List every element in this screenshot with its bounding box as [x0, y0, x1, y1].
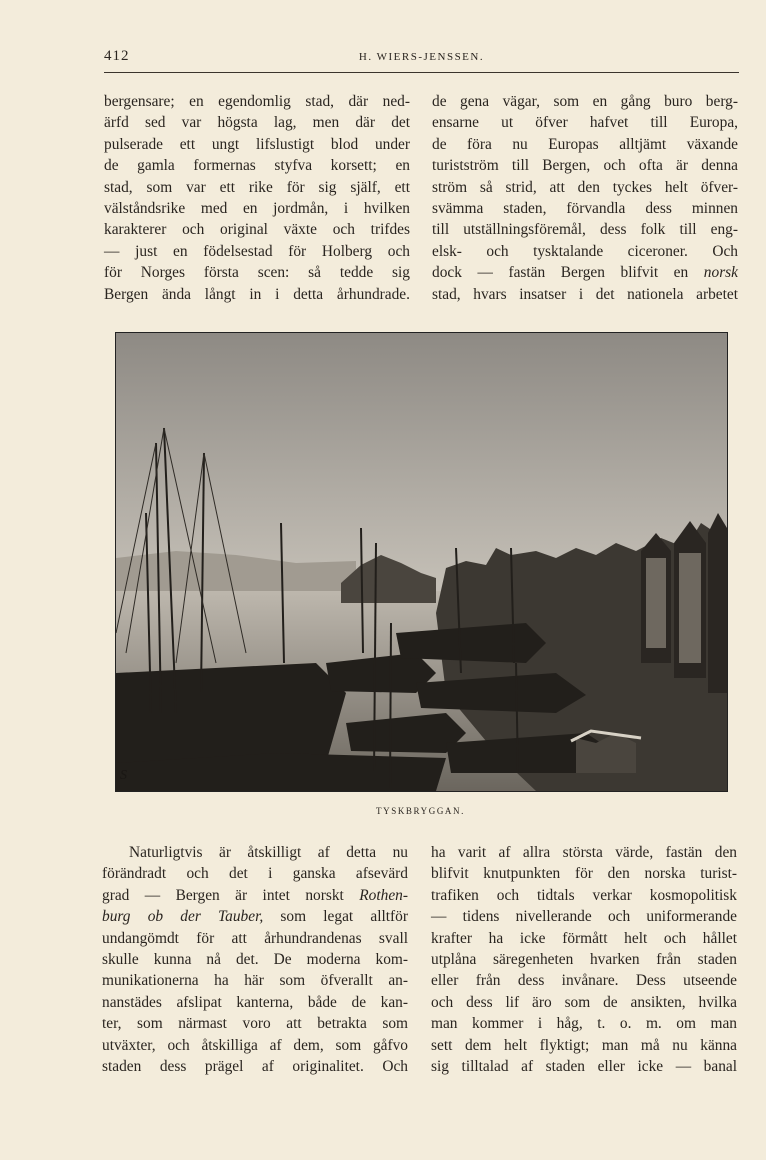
text-line: krafter ha icke förmått helt och hållet: [431, 929, 737, 947]
text-line: för Norges första scen: så tedde sig: [104, 264, 410, 282]
text-line: [102, 906, 408, 927]
text-line: ha varit af allra största värde, fastän den: [431, 844, 737, 861]
text-line: man kommer i håg, t. o. m. om man: [431, 1015, 737, 1033]
page-number: 412: [104, 48, 130, 64]
text-line: ensarne ut öfver hafvet till Europa,: [432, 114, 738, 132]
text-line: svämma staden, förvandla dess minnen: [432, 200, 738, 218]
text-line: välståndsrike med en jordmån, i hvilken: [104, 200, 410, 218]
text-column-top-left: [104, 91, 410, 305]
text-fragment: som legat alltför: [280, 908, 408, 926]
text-column-bottom-right: [431, 842, 737, 1077]
text-line: [102, 885, 408, 906]
italic-word: Rothen-: [359, 886, 408, 904]
text-line: till utställningsföremål, dess folk till eng-: [432, 221, 738, 239]
text-line: de föra nu Europas alltjämt växande: [432, 135, 738, 153]
text-line: — just en födelsestad för Holberg och: [104, 242, 410, 260]
text-line: Bergen ända långt in i detta århundrade.: [104, 285, 410, 303]
running-head: H. WIERS-JENSSEN.: [358, 51, 485, 63]
text-fragment: dock — fastän Bergen blifvit en: [432, 264, 689, 282]
text-line: Naturligtvis är åtskilligt af detta nu: [129, 844, 408, 861]
page-header: [104, 48, 739, 73]
text-line: stad, hvars insatser i det nationela arbetet: [432, 285, 738, 303]
text-fragment: grad — Bergen är intet norskt: [102, 886, 344, 904]
text-line: utväxter, och åtskilliga af dem, som gåfvo: [102, 1036, 408, 1054]
text-line: utplåna säregenheten hvarken från staden: [431, 951, 737, 969]
text-line: de gena vägar, som en gång buro berg-: [432, 93, 738, 110]
text-line: elsk- och tysktalande ciceroner. Och: [432, 242, 738, 260]
text-line: skulle kunna nå det. De moderna kom-: [102, 951, 408, 969]
text-line: sett dem helt flyktigt; man må nu känna: [431, 1036, 737, 1054]
text-line: förändradt och det i ganska afsevärd: [102, 865, 408, 883]
text-line: munikationerna ha här som öfverallt an-: [102, 972, 408, 990]
text-line: bergensare; en egendomlig stad, där ned-: [104, 93, 410, 110]
text-line: ärfd sed var högsta lag, men där det: [104, 114, 410, 132]
text-column-top-right: [432, 91, 738, 305]
italic-phrase: burg ob der Tauber,: [102, 908, 264, 926]
photographer-mark: S: [120, 768, 127, 783]
harbor-photo-drawing: [116, 333, 727, 791]
text-line: sig tilltalad af staden eller icke — banal: [431, 1058, 737, 1076]
text-line: turistström till Bergen, och ofta är denna: [432, 157, 738, 175]
text-line: blifvit knutpunkten för den norska turist-: [431, 865, 737, 883]
text-line: karakterer och original växte och trifdes: [104, 221, 410, 239]
text-line: pulserade ett ungt lifslustigt blod under: [104, 135, 410, 153]
text-line: eller från dess invånare. Dess utseende: [431, 972, 737, 990]
text-line: undangömdt för att århundrandenas svall: [102, 929, 408, 947]
text-line: stad, som var ett rike för sig själf, ett: [104, 178, 410, 196]
text-line: [432, 262, 738, 283]
text-line: ström så strid, att den tyckes helt öfver-: [432, 178, 738, 196]
photo-caption: TYSKBRYGGAN.: [376, 806, 465, 816]
text-column-bottom-left: [102, 842, 408, 1077]
text-line: och dess lif äro som de ansikten, hvilka: [431, 993, 737, 1011]
text-line: nanstädes afslipat kanterna, både de kan-: [102, 993, 408, 1011]
text-line: de gamla formernas styfva korsett; en: [104, 157, 410, 175]
harbor-photograph: [115, 332, 728, 792]
text-line: trafiken och tidtals verkar kosmopolitisk: [431, 886, 737, 904]
text-line: ter, som närmast voro att betrakta som: [102, 1015, 408, 1033]
text-line: — tidens nivellerande och uniformerande: [431, 908, 737, 926]
italic-word: norsk: [703, 264, 738, 282]
text-line: staden dess prägel af originalitet. Och: [102, 1058, 408, 1076]
